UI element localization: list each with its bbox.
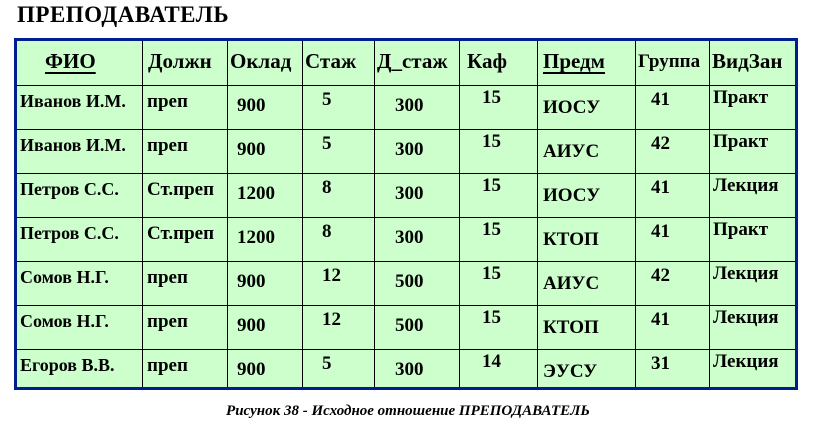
cell-fio: Егоров В.В. <box>20 355 115 375</box>
row-divider <box>17 85 795 86</box>
cell-d-stazh: 300 <box>395 95 424 116</box>
column-divider <box>635 41 636 387</box>
cell-gruppa: 42 <box>651 265 670 286</box>
cell-d-stazh: 500 <box>395 271 424 292</box>
header-kaf: Каф <box>467 49 507 73</box>
cell-d-stazh: 300 <box>395 139 424 160</box>
cell-dolzhn: Ст.преп <box>147 179 215 200</box>
cell-kaf: 15 <box>482 131 501 152</box>
cell-gruppa: 41 <box>651 177 670 198</box>
column-divider <box>537 41 538 387</box>
cell-oklad: 1200 <box>237 183 275 204</box>
cell-stazh: 12 <box>322 265 341 286</box>
cell-gruppa: 41 <box>651 89 670 110</box>
cell-gruppa: 31 <box>651 353 670 374</box>
cell-stazh: 12 <box>322 309 341 330</box>
cell-dolzhn: преп <box>147 91 188 112</box>
header-d-stazh: Д_стаж <box>377 49 448 73</box>
cell-dolzhn: преп <box>147 135 188 156</box>
cell-fio: Петров С.С. <box>20 223 119 243</box>
cell-d-stazh: 300 <box>395 227 424 248</box>
row-divider <box>17 173 795 174</box>
header-dolzhn: Должн <box>148 49 212 73</box>
cell-fio: Сомов Н.Г. <box>20 267 109 287</box>
cell-oklad: 900 <box>237 139 266 160</box>
cell-stazh: 5 <box>322 353 332 374</box>
relation-table <box>14 38 798 390</box>
cell-stazh: 5 <box>322 133 332 154</box>
cell-vidzan: Практ <box>713 131 769 152</box>
cell-vidzan: Лекция <box>713 307 779 328</box>
header-oklad: Оклад <box>230 49 292 73</box>
column-divider <box>302 41 303 387</box>
cell-stazh: 8 <box>322 221 332 242</box>
cell-kaf: 15 <box>482 87 501 108</box>
cell-kaf: 14 <box>482 351 501 372</box>
header-stazh: Стаж <box>305 49 357 73</box>
cell-fio: Иванов И.М. <box>20 135 126 155</box>
column-divider <box>142 41 143 387</box>
cell-vidzan: Практ <box>713 87 769 108</box>
cell-stazh: 5 <box>322 89 332 110</box>
column-divider <box>709 41 710 387</box>
cell-predm: АИУС <box>543 141 600 162</box>
cell-oklad: 900 <box>237 315 266 336</box>
cell-d-stazh: 300 <box>395 183 424 204</box>
row-divider <box>17 305 795 306</box>
column-divider <box>374 41 375 387</box>
figure-caption: Рисунок 38 - Исходное отношение ПРЕПОДАВАТЕЛЬ <box>226 403 590 419</box>
cell-fio: Петров С.С. <box>20 179 119 199</box>
cell-predm: ЭУСУ <box>543 361 598 382</box>
cell-dolzhn: Ст.преп <box>147 223 215 244</box>
header-vidzan: ВидЗан <box>712 49 783 73</box>
header-gruppa: Группа <box>638 51 701 72</box>
page-title: ПРЕПОДАВАТЕЛЬ <box>17 2 230 27</box>
header-fio: ФИО <box>45 49 96 73</box>
cell-kaf: 15 <box>482 263 501 284</box>
cell-predm: КТОП <box>543 317 599 338</box>
cell-dolzhn: преп <box>147 355 188 376</box>
cell-fio: Сомов Н.Г. <box>20 311 109 331</box>
cell-predm: ИОСУ <box>543 97 601 118</box>
cell-predm: ИОСУ <box>543 185 601 206</box>
cell-gruppa: 41 <box>651 309 670 330</box>
cell-gruppa: 41 <box>651 221 670 242</box>
cell-oklad: 900 <box>237 95 266 116</box>
cell-d-stazh: 300 <box>395 359 424 380</box>
cell-d-stazh: 500 <box>395 315 424 336</box>
cell-vidzan: Практ <box>713 219 769 240</box>
row-divider <box>17 217 795 218</box>
cell-stazh: 8 <box>322 177 332 198</box>
cell-gruppa: 42 <box>651 133 670 154</box>
cell-predm: АИУС <box>543 273 600 294</box>
cell-vidzan: Лекция <box>713 351 779 372</box>
column-divider <box>227 41 228 387</box>
cell-oklad: 1200 <box>237 227 275 248</box>
cell-fio: Иванов И.М. <box>20 91 126 111</box>
cell-kaf: 15 <box>482 175 501 196</box>
header-predm: Предм <box>543 49 605 73</box>
row-divider <box>17 261 795 262</box>
cell-dolzhn: преп <box>147 311 188 332</box>
cell-vidzan: Лекция <box>713 175 779 196</box>
row-divider <box>17 349 795 350</box>
row-divider <box>17 129 795 130</box>
cell-vidzan: Лекция <box>713 263 779 284</box>
column-divider <box>459 41 460 387</box>
cell-kaf: 15 <box>482 219 501 240</box>
cell-predm: КТОП <box>543 229 599 250</box>
cell-dolzhn: преп <box>147 267 188 288</box>
cell-oklad: 900 <box>237 359 266 380</box>
cell-kaf: 15 <box>482 307 501 328</box>
cell-oklad: 900 <box>237 271 266 292</box>
